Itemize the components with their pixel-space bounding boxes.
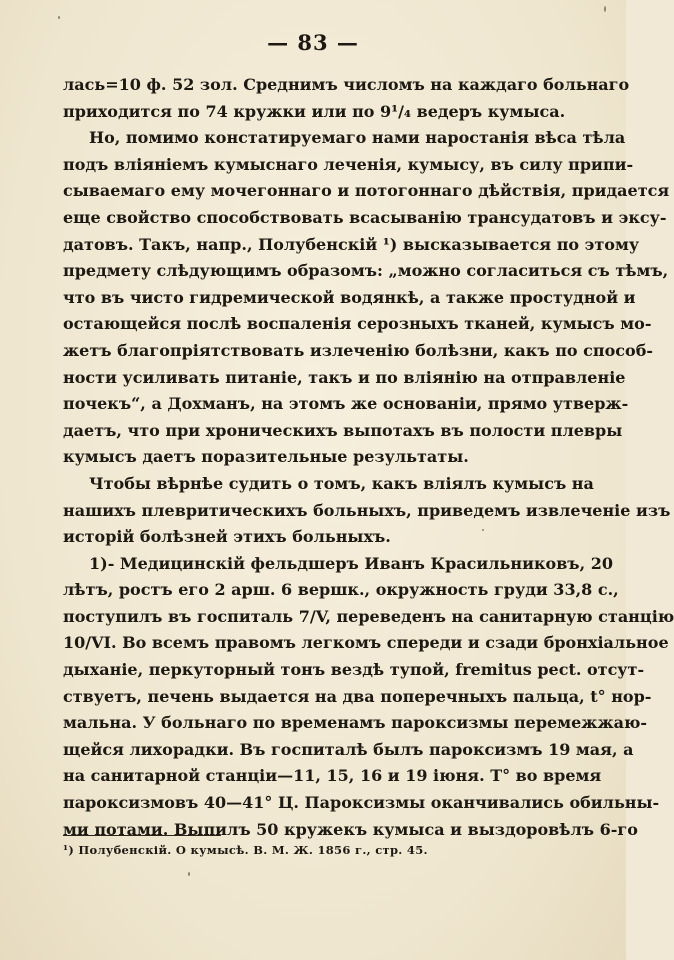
text-line: пароксизмовъ 40—41° Ц. Пароксизмы оканчивались обильны- xyxy=(63,793,660,813)
text-line: подъ вліяніемъ кумыснаго леченія, кумысу, въ силу припи- xyxy=(63,154,634,174)
print-speck xyxy=(58,16,60,19)
text-line: ствуетъ, печень выдается на два поперечныхъ пальца, t° нор- xyxy=(63,686,652,706)
text-line: щейся лихорадки. Въ госпиталѣ былъ пароксизмъ 19 мая, а xyxy=(63,739,634,759)
text-line: нашихъ плевритическихъ больныхъ, приведемъ извлеченіе изъ xyxy=(63,500,671,520)
footnote-rule xyxy=(63,835,221,836)
text-line: сываемаго ему мочегоннаго и потогоннаго дѣйствія, придается xyxy=(63,181,670,201)
text-line: Но, помимо констатируемаго нами наростанія вѣса тѣла xyxy=(89,128,626,148)
text-line: что въ чисто гидремической водянкѣ, а также простудной и xyxy=(63,287,636,307)
text-line: мальна. У больнаго по временамъ пароксизмы перемежжаю- xyxy=(63,713,648,733)
text-line: лѣтъ, ростъ его 2 арш. 6 вершк., окружность груди 33,8 с., xyxy=(63,580,619,600)
footnote: ¹) Полубенскій. О кумысѣ. В. М. Ж. 1856 г., стр. 45. xyxy=(63,843,428,857)
text-line: ми потами. Выпилъ 50 кружекъ кумыса и выздоровѣлъ 6-го xyxy=(63,819,638,839)
text-line: Чтобы вѣрнѣе судить о томъ, какъ вліялъ кумысъ на xyxy=(89,473,594,493)
text-line: 1)- Медицинскій фельдшеръ Иванъ Красильниковъ, 20 xyxy=(89,553,613,573)
text-line: поступилъ въ госпиталь 7/V, переведенъ на санитарную станцію xyxy=(63,606,674,626)
text-line: кумысъ даетъ поразительные результаты. xyxy=(63,447,469,467)
print-speck xyxy=(188,872,190,876)
text-line: даетъ, что при хроническихъ выпотахъ въ полости плевры xyxy=(63,420,623,440)
text-line: датовъ. Такъ, напр., Полубенскій ¹) высказывается по этому xyxy=(63,234,640,254)
print-speck xyxy=(604,6,606,12)
body-text xyxy=(63,72,674,843)
page-number: — 83 — xyxy=(267,30,359,55)
print-speck xyxy=(482,529,484,531)
text-line: ности усиливать питаніе, такъ и по вліянію на отправленіе xyxy=(63,367,626,387)
text-line: дыханіе, перкуторный тонъ вездѣ тупой, fremitus pect. отсут- xyxy=(63,660,645,680)
text-line: жетъ благопріятствовать излеченію болѣзни, какъ по способ- xyxy=(63,340,653,360)
text-line: исторій болѣзней этихъ больныхъ. xyxy=(63,527,391,547)
text-line: почекъ“, а Дохманъ, на этомъ же основаніи, прямо утверж- xyxy=(63,394,629,414)
text-line: предмету слѣдующимъ образомъ: „можно согласиться съ тѣмъ, xyxy=(63,261,669,281)
text-line: остающейся послѣ воспаленія серозныхъ тканей, кумысъ мо- xyxy=(63,314,652,334)
text-line: на санитарной станціи—11, 15, 16 и 19 іюня. T° во время xyxy=(63,766,602,786)
text-line: еще свойство способствовать всасыванію трансудатовъ и эксу- xyxy=(63,207,667,227)
text-line: 10/VI. Во всемъ правомъ легкомъ спереди и сзади бронхіальное xyxy=(63,633,669,653)
text-line: лась=10 ф. 52 зол. Среднимъ числомъ на каждаго больнаго xyxy=(63,75,630,94)
text-line: приходится по 74 кружки или по 9¹/₄ ведеръ кумыса. xyxy=(63,101,566,121)
